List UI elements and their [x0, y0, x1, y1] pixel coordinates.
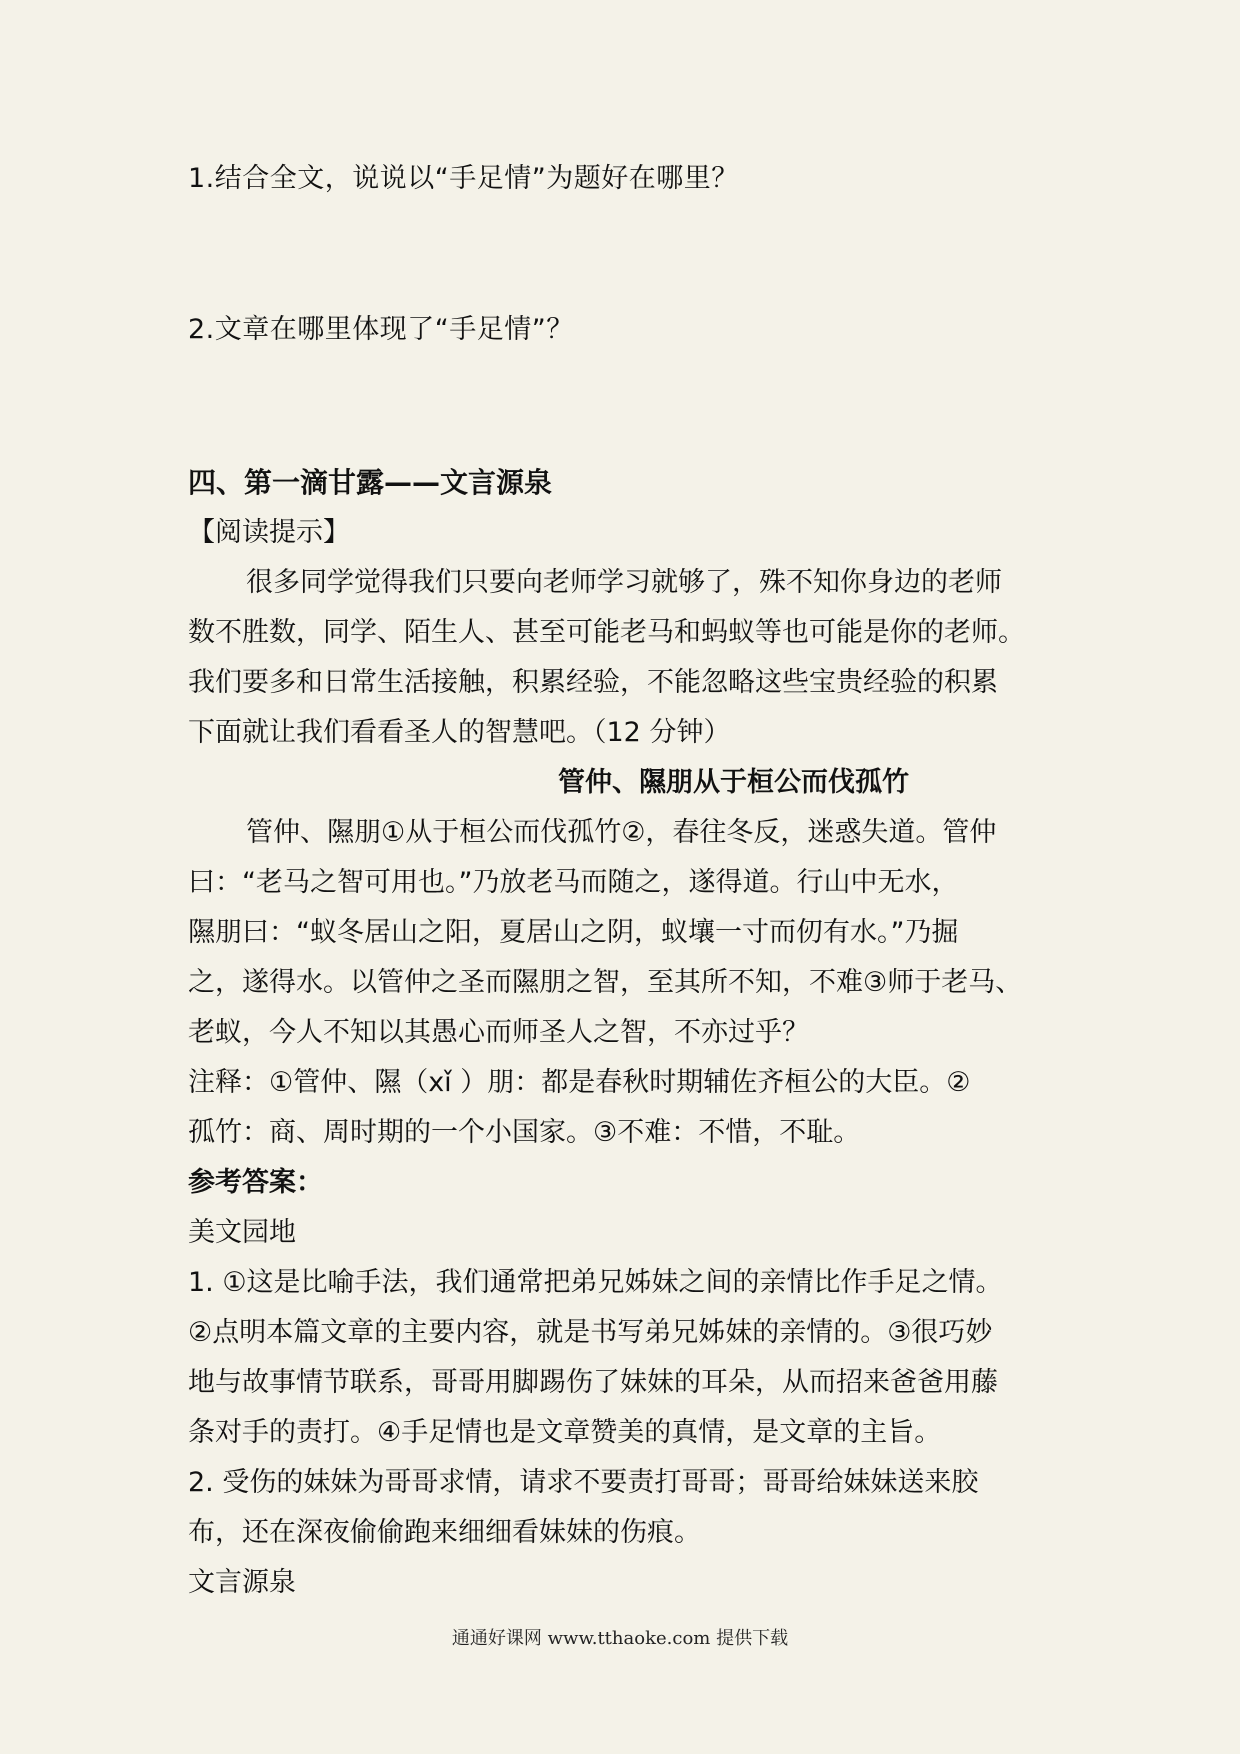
answer-line: 地与故事情节联系，哥哥用脚踢伤了妹妹的耳朵，从而招来爸爸用藤: [188, 1367, 998, 1398]
section-heading: 四、第一滴甘露——文言源泉: [188, 466, 553, 499]
passage-line: 曰：“老马之智可用也。”乃放老马而随之，遂得道。行山中无水，: [188, 867, 959, 898]
page-footer: 通通好课网 www.tthaoke.com 提供下载: [451, 1628, 789, 1649]
passage-line: 隰朋曰：“蚁冬居山之阳，夏居山之阴，蚁壤一寸而仞有水。”乃掘: [188, 917, 959, 948]
answers-label: 参考答案：: [188, 1167, 323, 1198]
question-2: 2.文章在哪里体现了“手足情”？: [188, 314, 574, 345]
notes-line: 孤竹：商、周时期的一个小国家。③不难：不惜，不耻。: [188, 1117, 861, 1148]
passage-line: 之，遂得水。以管仲之圣而隰朋之智，至其所不知，不难③师于老马、: [188, 967, 1023, 998]
main-body: [188, 458, 1054, 1608]
answers-subheading: 美文园地: [188, 1217, 296, 1248]
answer-line: 布，还在深夜偷偷跑来细细看妹妹的伤痕。: [188, 1517, 701, 1548]
answers-subheading: 文言源泉: [188, 1567, 296, 1598]
passage-title: 管仲、隰朋从于桓公而伐孤竹: [558, 767, 909, 798]
hint-line: 数不胜数，同学、陌生人、甚至可能老马和蚂蚁等也可能是你的老师。: [188, 617, 1025, 648]
question-1: 1.结合全文，说说以“手足情”为题好在哪里？: [188, 163, 739, 194]
answer-line: 条对手的责打。④手足情也是文章赞美的真情，是文章的主旨。: [188, 1417, 942, 1448]
notes-line: 注释：①管仲、隰（xǐ ）朋：都是春秋时期辅佐齐桓公的大臣。②: [188, 1067, 971, 1098]
answer-line: ②点明本篇文章的主要内容，就是书写弟兄姊妹的亲情的。③很巧妙: [188, 1317, 993, 1348]
hint-line: 很多同学觉得我们只要向老师学习就够了，殊不知你身边的老师: [246, 567, 1002, 598]
passage-line: 管仲、隰朋①从于桓公而伐孤竹②，春往冬反，迷惑失道。管仲: [246, 817, 997, 848]
reading-hint-label: 【阅读提示】: [188, 517, 350, 548]
passage-line: 老蚁，今人不知以其愚心而师圣人之智，不亦过乎？: [188, 1017, 809, 1048]
answer-line: 1. ①这是比喻手法，我们通常把弟兄姊妹之间的亲情比作手足之情。: [188, 1267, 1003, 1298]
hint-line: 我们要多和日常生活接触，积累经验，不能忽略这些宝贵经验的积累: [188, 667, 998, 698]
answer-line: 2. 受伤的妹妹为哥哥求情，请求不要责打哥哥；哥哥给妹妹送来胶: [188, 1467, 979, 1498]
hint-line: 下面就让我们看看圣人的智慧吧。（12 分钟）: [188, 717, 731, 748]
